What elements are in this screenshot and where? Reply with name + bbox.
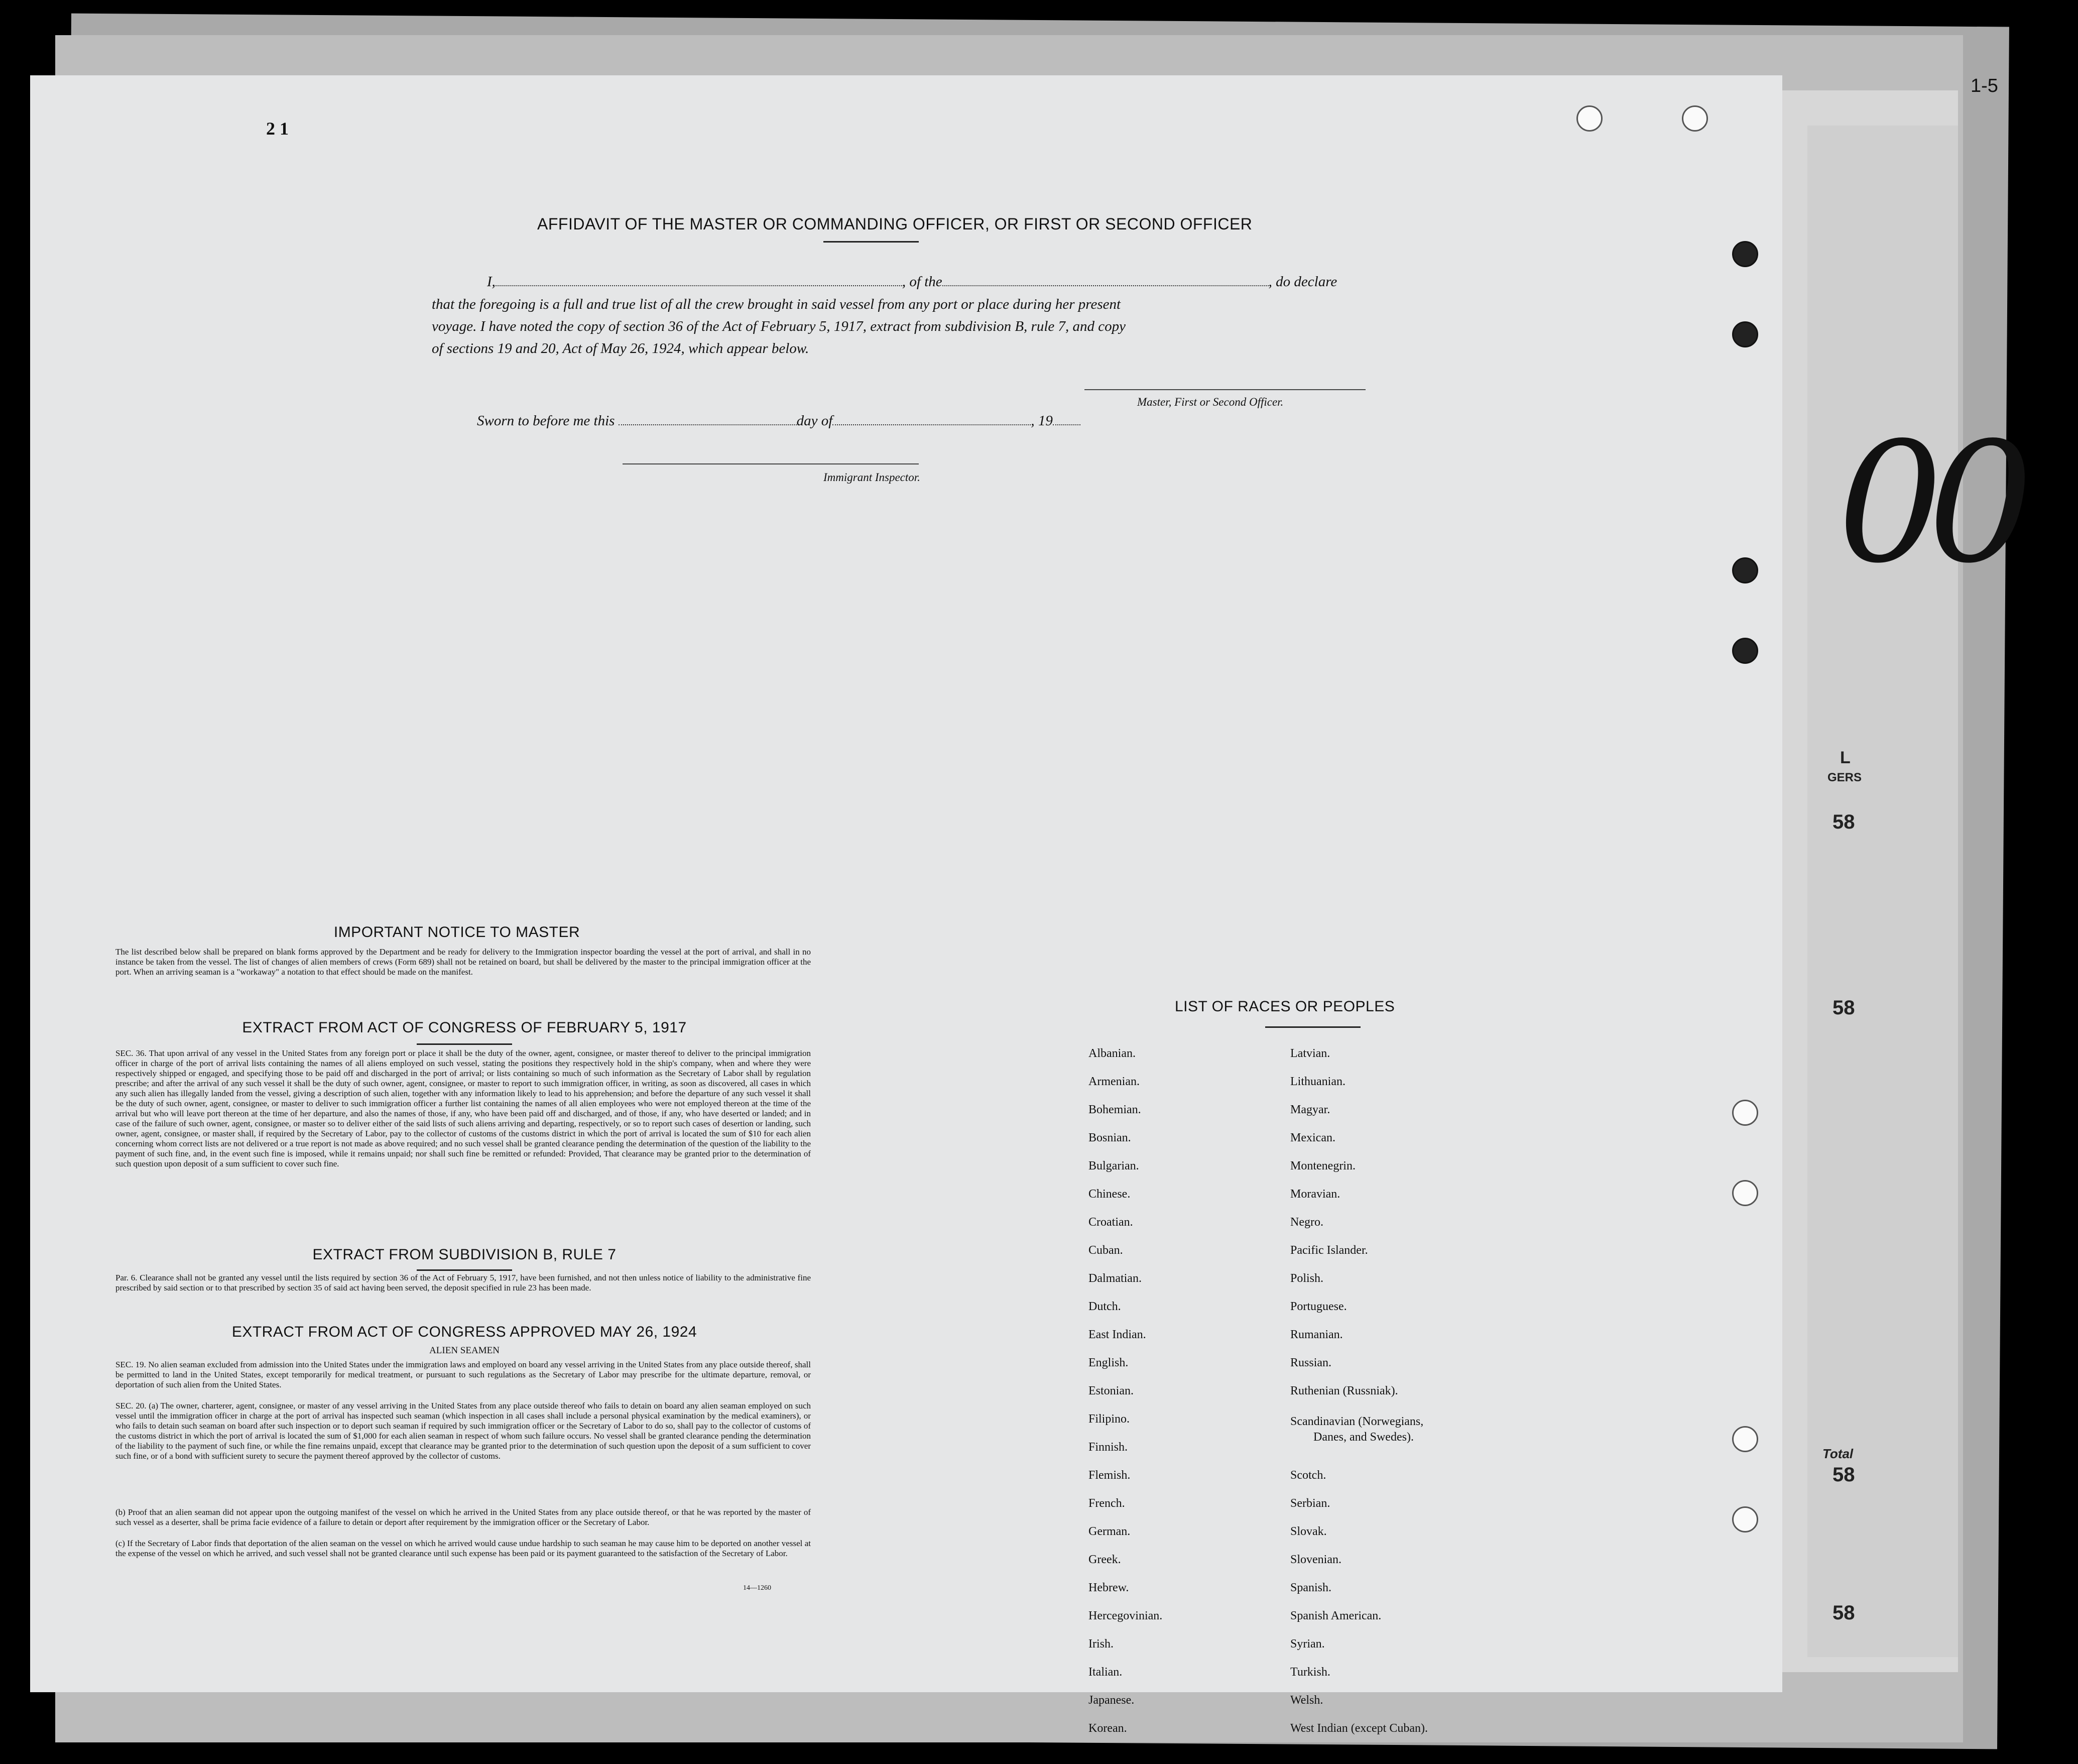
race-item: Dutch. <box>1088 1300 1121 1313</box>
race-item: Ruthenian (Russniak). <box>1290 1384 1398 1397</box>
race-item: Armenian. <box>1088 1075 1140 1088</box>
punch-hole <box>1732 1180 1758 1206</box>
sworn-year: , 19 <box>1031 413 1053 429</box>
tally-value: 58 <box>1832 811 1855 833</box>
tally-value: 58 <box>1832 1464 1855 1486</box>
race-item: Rumanian. <box>1290 1328 1343 1341</box>
form-number: 14—1260 <box>743 1584 771 1592</box>
punch-hole <box>1732 241 1758 267</box>
year-blank[interactable] <box>1053 414 1080 425</box>
corner-mark: 2 1 <box>266 119 289 139</box>
month-blank[interactable] <box>832 414 1031 425</box>
punch-hole <box>1732 1426 1758 1452</box>
race-item: Finnish. <box>1088 1441 1128 1454</box>
race-item: West Indian (except Cuban). <box>1290 1722 1428 1735</box>
affidavit-title: AFFIDAVIT OF THE MASTER OR COMMANDING OFFICER, OR FIRST OR SECOND OFFICER <box>537 215 1253 233</box>
race-item: Polish. <box>1290 1272 1324 1285</box>
declaration-suffix: , do declare <box>1268 274 1337 290</box>
race-item: English. <box>1088 1356 1129 1369</box>
master-signature-line[interactable] <box>1084 389 1366 390</box>
race-item: Mexican. <box>1290 1131 1335 1144</box>
race-item: Hercegovinian. <box>1088 1609 1163 1622</box>
extract-1924-title: EXTRACT FROM ACT OF CONGRESS APPROVED MAY 26, 1924 <box>231 1324 697 1340</box>
race-item: Lithuanian. <box>1290 1075 1346 1088</box>
vessel-blank[interactable] <box>942 275 1269 286</box>
inspector-signature-label: Immigrant Inspector. <box>823 471 920 484</box>
declaration-prefix: I, <box>487 274 496 290</box>
master-signature-label: Master, First or Second Officer. <box>1137 396 1284 408</box>
tab-letter: L <box>1840 748 1851 767</box>
race-item: Slovak. <box>1290 1525 1327 1538</box>
divider <box>417 1043 512 1045</box>
corner-mark: 1-5 <box>1971 75 1998 96</box>
race-item: Flemish. <box>1088 1469 1131 1482</box>
race-item: Serbian. <box>1290 1497 1330 1510</box>
declaration-line-2: that the foregoing is a full and true list of all the crew brought in said vessel from any port or place during her present <box>432 296 1121 312</box>
race-item-continuation: Danes, and Swedes). <box>1313 1431 1414 1444</box>
race-item: Japanese. <box>1088 1694 1135 1707</box>
extract-1924-subtitle: ALIEN SEAMEN <box>429 1345 500 1356</box>
race-item: Welsh. <box>1290 1694 1323 1707</box>
race-item: Greek. <box>1088 1553 1121 1566</box>
tab-word: GERS <box>1827 771 1862 784</box>
race-item: Russian. <box>1290 1356 1332 1369</box>
race-item: Scandinavian (Norwegians, <box>1290 1415 1424 1428</box>
punch-hole <box>1732 1100 1758 1126</box>
race-item: Pacific Islander. <box>1290 1244 1368 1257</box>
extract-1917-title: EXTRACT FROM ACT OF CONGRESS OF FEBRUARY 5, 1917 <box>242 1019 687 1036</box>
section-20-text: SEC. 20. (a) The owner, charterer, agent, consignee, or master of any vessel arriving in the United States from any place outside thereof who fails to detain on board any alien seaman employed on such vessel until the immigration officer in charge at the port of arrival has inspected such seaman (which inspection in all cases shall include a personal physical examination by the medical examiners), or who fails to detain such seaman on board after such inspection or to deport such seaman if required by such immigration officer or the Secretary of Labor to do so, shall pay to the collector of customs of the customs district in which the port of arrival is located the sum of $1,000 for each alien seaman in respect of whom such failure occurs. No vessel shall be granted clearance pending the determination of the liability to the payment of such fine, or while the fine remains unpaid, except that clearance may be granted prior to the determination of such question upon the deposit of a sum sufficient to cover such fine, or of a bond with sufficient surety to secure the payment thereof approved by the collector of customs. <box>115 1401 811 1461</box>
race-item: Cuban. <box>1088 1244 1123 1257</box>
race-item: Dalmatian. <box>1088 1272 1142 1285</box>
race-item: Estonian. <box>1088 1384 1134 1397</box>
punch-hole <box>1682 105 1708 132</box>
handwritten-number: 00 <box>1838 407 2018 600</box>
subdivision-text: Par. 6. Clearance shall not be granted any vessel until the lists required by section 36 of the Act of February 5, 1917, have been furnished, and not then unless notice of liability to the administrative fine prescribed by said section or to that prescribed by section 35 of said act having been served, the deposit specified in rule 23 has been made. <box>115 1273 811 1292</box>
race-item: Italian. <box>1088 1666 1123 1679</box>
section-20c-text: (c) If the Secretary of Labor finds that deportation of the alien seaman on the vessel on which he arrived would cause undue hardship to such seaman he may cause him to be deported on another vessel at the expense of the vessel on which he arrived, and such vessel shall not be granted clearance until such expense has been paid or its payment guaranteed to the satisfaction of the Secretary of Labor. <box>115 1539 811 1558</box>
races-title: LIST OF RACES OR PEOPLES <box>1175 998 1395 1015</box>
punch-hole <box>1732 638 1758 664</box>
race-item: Spanish. <box>1290 1581 1332 1594</box>
punch-hole <box>1576 105 1603 132</box>
race-item: Irish. <box>1088 1637 1114 1651</box>
race-item: Portuguese. <box>1290 1300 1347 1313</box>
subdivision-title: EXTRACT FROM SUBDIVISION B, RULE 7 <box>312 1246 617 1263</box>
race-item: Magyar. <box>1290 1103 1330 1116</box>
divider <box>1265 1026 1361 1028</box>
race-item: Latvian. <box>1290 1047 1330 1060</box>
race-item: German. <box>1088 1525 1131 1538</box>
race-item: Syrian. <box>1290 1637 1325 1651</box>
race-item: Bulgarian. <box>1088 1159 1139 1172</box>
declaration-line-4: of sections 19 and 20, Act of May 26, 1924, which appear below. <box>432 340 809 357</box>
race-item: Hebrew. <box>1088 1581 1129 1594</box>
sworn-day-of: day of <box>796 413 833 429</box>
race-item: Montenegrin. <box>1290 1159 1356 1172</box>
declaration-of-the: , of the <box>902 274 942 290</box>
race-item: Croatian. <box>1088 1216 1133 1229</box>
race-item: Korean. <box>1088 1722 1127 1735</box>
sworn-prefix: Sworn to before me this <box>477 413 615 429</box>
section-20b-text: (b) Proof that an alien seaman did not appear upon the outgoing manifest of the vessel on which he arrived in the United States from any place outside thereof, or that he was reported by the master of such vessel as a deserter, shall be prima facie evidence of a failure to detain or deport after requirement by the immigration officer or the Secretary of Labor. <box>115 1507 811 1527</box>
race-item: Chinese. <box>1088 1188 1131 1201</box>
race-item: Albanian. <box>1088 1047 1136 1060</box>
section-19-text: SEC. 19. No alien seaman excluded from admission into the United States under the immigration laws and employed on board any vessel arriving in the United States from any place outside thereof, shall be permitted to land in the United States, except temporarily for medical treatment, or pursuant to such regulations as the Secretary of Labor may prescribe for the ultimate departure, removal, or deportation of such alien from the United States. <box>115 1360 811 1389</box>
race-item: Bosnian. <box>1088 1131 1131 1144</box>
declaration-line-1 <box>487 274 1337 290</box>
race-item: Scotch. <box>1290 1469 1326 1482</box>
race-item: Turkish. <box>1290 1666 1330 1679</box>
notice-title: IMPORTANT NOTICE TO MASTER <box>333 924 580 940</box>
name-blank[interactable] <box>496 275 902 286</box>
notice-text: The list described below shall be prepared on blank forms approved by the Department and be ready for delivery to the Immigration inspector boarding the vessel at the port of arrival, and shall in no instance be taken from the vessel. The list of changes of alien members of crews (Form 689) shall not be retained on board, but shall be delivered by the master to the principal immigration officer at the port. When an arriving seaman is a "workaway" a notation to that effect should be made on the manifest. <box>115 947 811 977</box>
punch-hole <box>1732 557 1758 583</box>
day-blank[interactable] <box>619 414 797 425</box>
race-item: East Indian. <box>1088 1328 1146 1341</box>
race-item: Moravian. <box>1290 1188 1340 1201</box>
race-item: Negro. <box>1290 1216 1323 1229</box>
divider <box>823 241 919 243</box>
document-page <box>30 75 1782 1735</box>
punch-hole <box>1732 321 1758 347</box>
inspector-signature-line[interactable] <box>623 463 919 464</box>
punch-hole <box>1732 1506 1758 1533</box>
tally-value: 58 <box>1832 997 1855 1019</box>
race-item: Bohemian. <box>1088 1103 1141 1116</box>
tally-value: 58 <box>1832 1602 1855 1624</box>
race-item: Spanish American. <box>1290 1609 1382 1622</box>
sworn-line <box>477 413 1080 429</box>
total-label: Total <box>1822 1446 1854 1461</box>
race-item: Filipino. <box>1088 1413 1130 1426</box>
declaration-line-3: voyage. I have noted the copy of section 36 of the Act of February 5, 1917, extract from subdivision B, rule 7, and copy <box>432 318 1126 334</box>
extract-1917-text: SEC. 36. That upon arrival of any vessel in the United States from any foreign port or place it shall be the duty of the owner, agent, consignee, or master thereof to deliver to the principal immigration officer in charge of the port of arrival lists containing the names of all aliens employed on such vessel, stating the positions they respectively hold in the ship's company, when and where they were respectively shipped or engaged, and specifying those to be paid off and discharged in the port of arrival; or lists containing so much of such information as the Secretary of Labor shall by regulation prescribe; and after the arrival of any such vessel it shall be the duty of such owner, agent, consignee, or master to report to such immigration officer, in writing, as soon as discovered, all cases in which any such alien has illegally landed from the vessel, giving a description of such alien, together with any information likely to lead to his apprehension; and before the departure of any such vessel it shall be the duty of such owner, agent, consignee, or master to deliver to such immigration officer a further list containing the names of all alien employees who were not employed thereon at the time of the arrival but who will leave port thereon at the time of her departure, and also the names of those, if any, who have been paid off and discharged, and of those, if any, who have deserted or landed; and in case of the failure of such owner, agent, consignee, or master so to deliver either of the said lists of such aliens arriving and departing, respectively, or so to report such cases of desertion or landing, such owner, agent, consignee, or master shall, if required by the Secretary of Labor, pay to the collector of customs of the customs district in which the port of arrival is located the sum of $10 for each alien concerning whom correct lists are not delivered or a true report is not made as above required; and no such vessel shall be granted clearance pending the determination of the question of the liability to the payment of such fine, and, in the event such fine is imposed, while it remains unpaid; nor shall such fine be remitted or refunded: Provided, That clearance may be granted prior to the determination of such question upon deposit of a sum sufficient to cover such fine. <box>115 1048 811 1168</box>
divider <box>417 1269 512 1271</box>
race-item: Slovenian. <box>1290 1553 1341 1566</box>
race-item: French. <box>1088 1497 1125 1510</box>
